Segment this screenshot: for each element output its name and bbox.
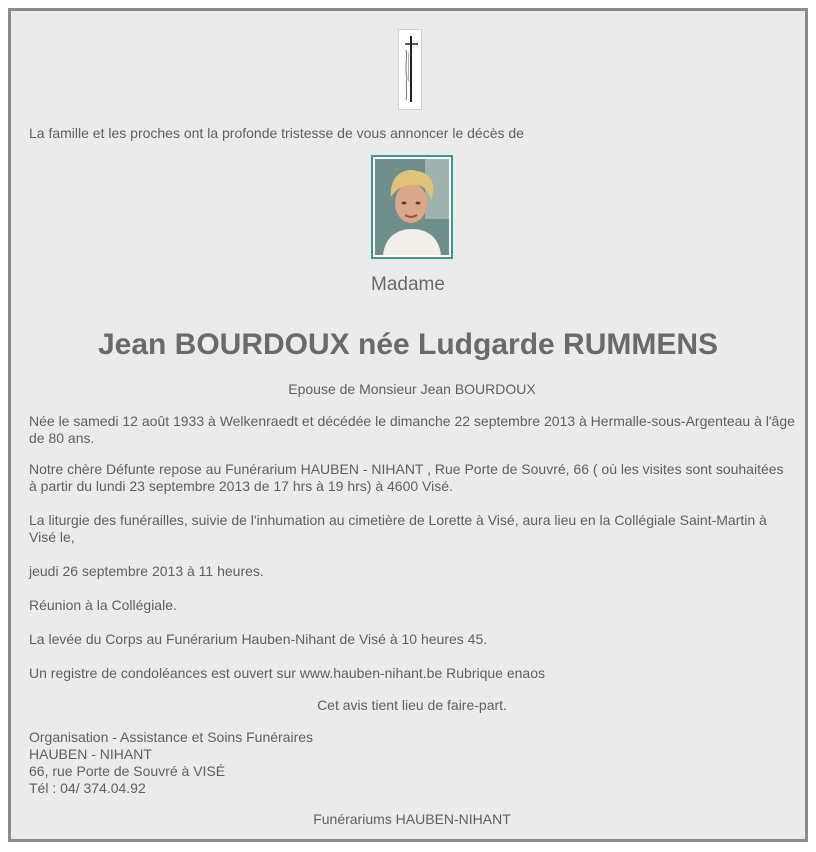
organisation-block xyxy=(29,729,795,797)
intro-text: La famille et les proches ont la profonde tristesse de vous annoncer le décès de xyxy=(29,125,524,141)
spouse-text: Epouse de Monsieur Jean BOURDOUX xyxy=(288,381,536,397)
ceremony-date: jeudi 26 septembre 2013 à 11 heures. xyxy=(29,563,264,579)
levee-text: La levée du Corps au Funérarium Hauben-Nihant de Visé à 10 heures 45. xyxy=(29,631,488,647)
title-madame: Madame xyxy=(371,274,445,295)
portrait-image xyxy=(375,159,449,255)
org-line-1: Organisation - Assistance et Soins Funéraires xyxy=(29,729,314,745)
deceased-name: Jean BOURDOUX née Ludgarde RUMMENS xyxy=(97,328,719,361)
org-line-2: HAUBEN - NIHANT xyxy=(29,746,152,762)
cross-emblem xyxy=(398,29,422,110)
notice-text: Cet avis tient lieu de faire-part. xyxy=(317,697,507,713)
org-phone: Tél : 04/ 374.04.92 xyxy=(29,780,146,796)
footer-text: Funérariums HAUBEN-NIHANT xyxy=(313,811,511,827)
org-line-3: 66, rue Porte de Souvré à VISÉ xyxy=(29,763,226,779)
cross-icon xyxy=(399,30,421,109)
portrait-photo xyxy=(371,155,453,259)
rest-text: Notre chère Défunte repose au Funérarium HAUBEN - NIHANT , Rue Porte de Souvré, 66 ( où les visites sont souhaitées à partir du lundi 23 septembre 2013 de 17 hrs à 19 hrs) à 4600 Visé. xyxy=(29,461,784,494)
birth-death-text: Née le samedi 12 août 1933 à Welkenraedt et décédée le dimanche 22 septembre 2013 à Hermalle-sous-Argenteau à l'âge de 80 ans. xyxy=(29,413,795,446)
liturgy-text: La liturgie des funérailles, suivie de l'inhumation au cimetière de Lorette à Visé, aura lieu en la Collégiale Saint-Martin à Visé le, xyxy=(29,512,767,545)
meeting-text: Réunion à la Collégiale. xyxy=(29,597,177,613)
obituary-card xyxy=(8,8,808,842)
registry-text: Un registre de condoléances est ouvert sur www.hauben-nihant.be Rubrique enaos xyxy=(29,665,545,681)
